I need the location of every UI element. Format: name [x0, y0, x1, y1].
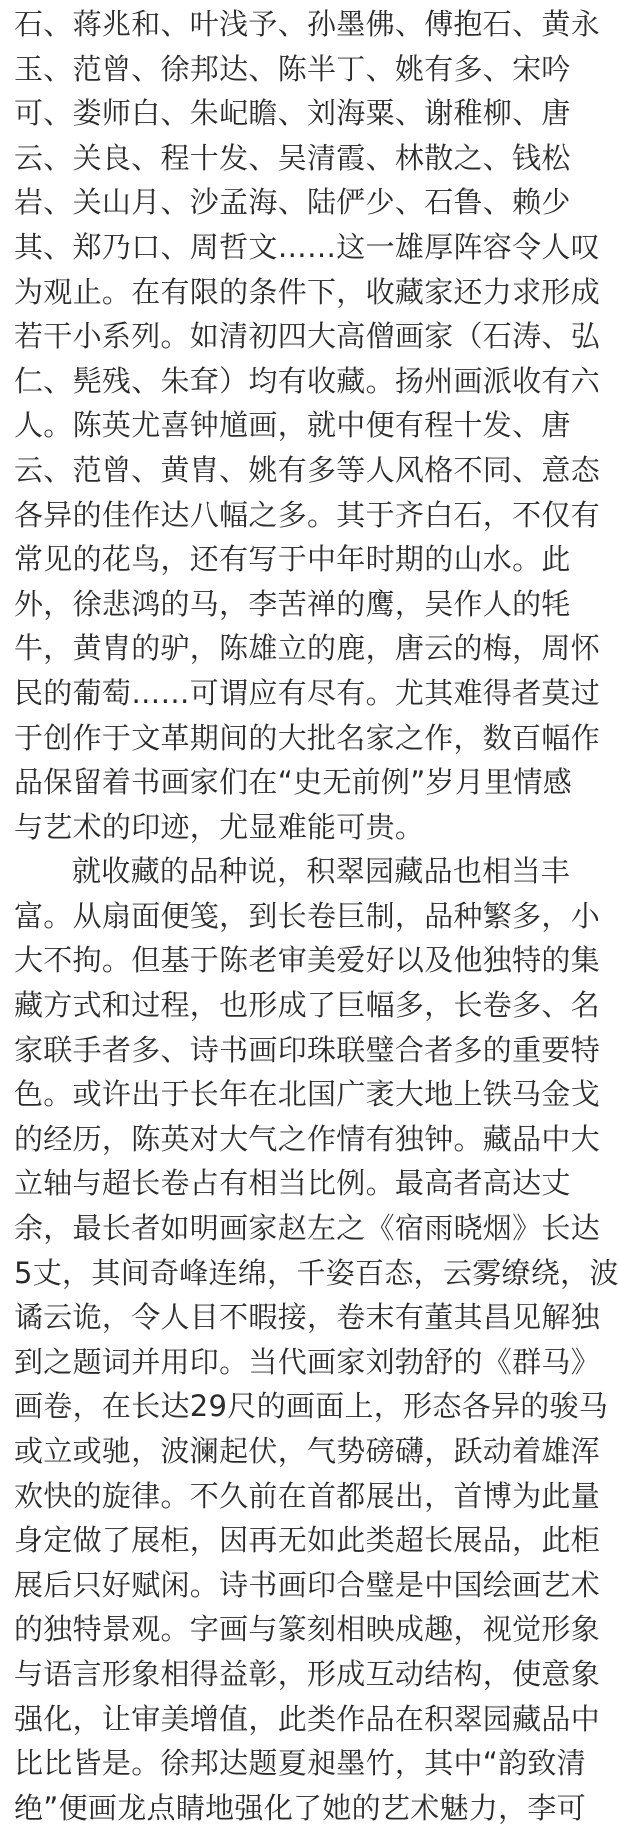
text-line: 外，徐悲鸿的马，李苦禅的鹰，吴作人的牦: [14, 586, 571, 621]
text-line: 藏方式和过程，也形成了巨幅多，长卷多、名: [14, 988, 601, 1023]
paragraph-2: [14, 849, 619, 1830]
text-line: 云、关良、程十发、吴清霞、林散之、钱松: [14, 140, 571, 175]
text-line: 强化，让审美增值，此类作品在积翠园藏品中: [14, 1701, 601, 1736]
text-line: 的独特景观。字画与篆刻相映成趣，视觉形象: [14, 1612, 601, 1647]
text-line: 可、娄师白、朱屺瞻、刘海粟、谢稚柳、唐: [14, 96, 571, 131]
text-line: 欢快的旋律。不久前在首都展出，首博为此量: [14, 1478, 601, 1513]
text-line: 岩、关山月、沙孟海、陆俨少、石鲁、赖少: [14, 185, 571, 220]
text-line: 绝”便画龙点睛地强化了她的艺术魅力，李可: [14, 1790, 587, 1825]
text-line: 5丈，其间奇峰连绵，千姿百态，云雾缭绕，波: [14, 1255, 619, 1290]
text-line: 或立或驰，波澜起伏，气势磅礴，跃动着雄浑: [14, 1434, 601, 1468]
text-line: 比比皆是。徐邦达题夏昶墨竹，其中“韵致清: [14, 1746, 587, 1781]
text-line: 富。从扇面便笺，到长卷巨制，品种繁多，小: [14, 898, 601, 933]
text-line: 家联手者多、诗书画印珠联璧合者多的重要特: [14, 1032, 601, 1067]
text-line: 与语言形象相得益彰，形成互动结构，使意象: [14, 1656, 601, 1691]
text-line: 品保留着书画家们在“史无前例”岁月里情感: [14, 765, 573, 800]
text-line: 余，最长者如明画家赵左之《宿雨晓烟》长达: [14, 1211, 601, 1246]
text-line: 若干小系列。如清初四大高僧画家（石涛、弘: [14, 319, 601, 354]
paragraph-1: [14, 2, 601, 849]
text-line: 玉、范曾、徐邦达、陈半丁、姚有多、宋吟: [14, 51, 571, 86]
text-line: 石、蒋兆和、叶浅予、孙墨佛、傅抱石、黄永: [14, 7, 601, 41]
text-line: 谲云诡，令人目不暇接，卷末有董其昌见解独: [14, 1300, 601, 1335]
text-line: 牛，黄胄的驴，陈雄立的鹿，唐云的梅，周怀: [14, 631, 601, 666]
text-line: 常见的花鸟，还有写于中年时期的山水。此: [14, 542, 571, 577]
text-line: 画卷，在长达29尺的画面上，形态各异的骏马: [14, 1389, 609, 1424]
text-line: 其、郑乃口、周哲文……这一雄厚阵容令人叹: [14, 229, 601, 264]
text-line: 与艺术的印迹，尤显难能可贵。: [14, 809, 425, 844]
text-line: 就收藏的品种说，积翠园藏品也相当丰: [72, 854, 571, 889]
text-line: 展后只好赋闲。诗书画印合璧是中国绘画艺术: [14, 1567, 601, 1602]
text-line: 身定做了展柜，因再无如此类超长展品，此柜: [14, 1523, 601, 1558]
text-line: 立轴与超长卷占有相当比例。最高者高达丈: [14, 1166, 571, 1201]
text-line: 民的葡萄……可谓应有尽有。尤其难得者莫过: [14, 675, 601, 710]
text-line: 大不拘。但基于陈老审美爱好以及他独特的集: [14, 943, 601, 978]
text-line: 为观止。在有限的条件下，收藏家还力求形成: [14, 274, 601, 309]
text-line: 仁、髡残、朱耷）均有收藏。扬州画派收有六: [14, 363, 601, 398]
text-line: 色。或许出于长年在北国广袤大地上铁马金戈: [14, 1077, 601, 1112]
text-line: 到之题词并用印。当代画家刘勃舒的《群马》: [14, 1344, 601, 1379]
text-line: 人。陈英尤喜钟馗画，就中便有程十发、唐: [14, 408, 571, 443]
text-line: 各异的佳作达八幅之多。其于齐白石，不仅有: [14, 497, 601, 532]
text-line: 云、范曾、黄胄、姚有多等人风格不同、意态: [14, 452, 601, 487]
text-line: 的经历，陈英对大气之作情有独钟。藏品中大: [14, 1121, 601, 1156]
text-line: 于创作于文革期间的大批名家之作，数百幅作: [14, 720, 601, 755]
